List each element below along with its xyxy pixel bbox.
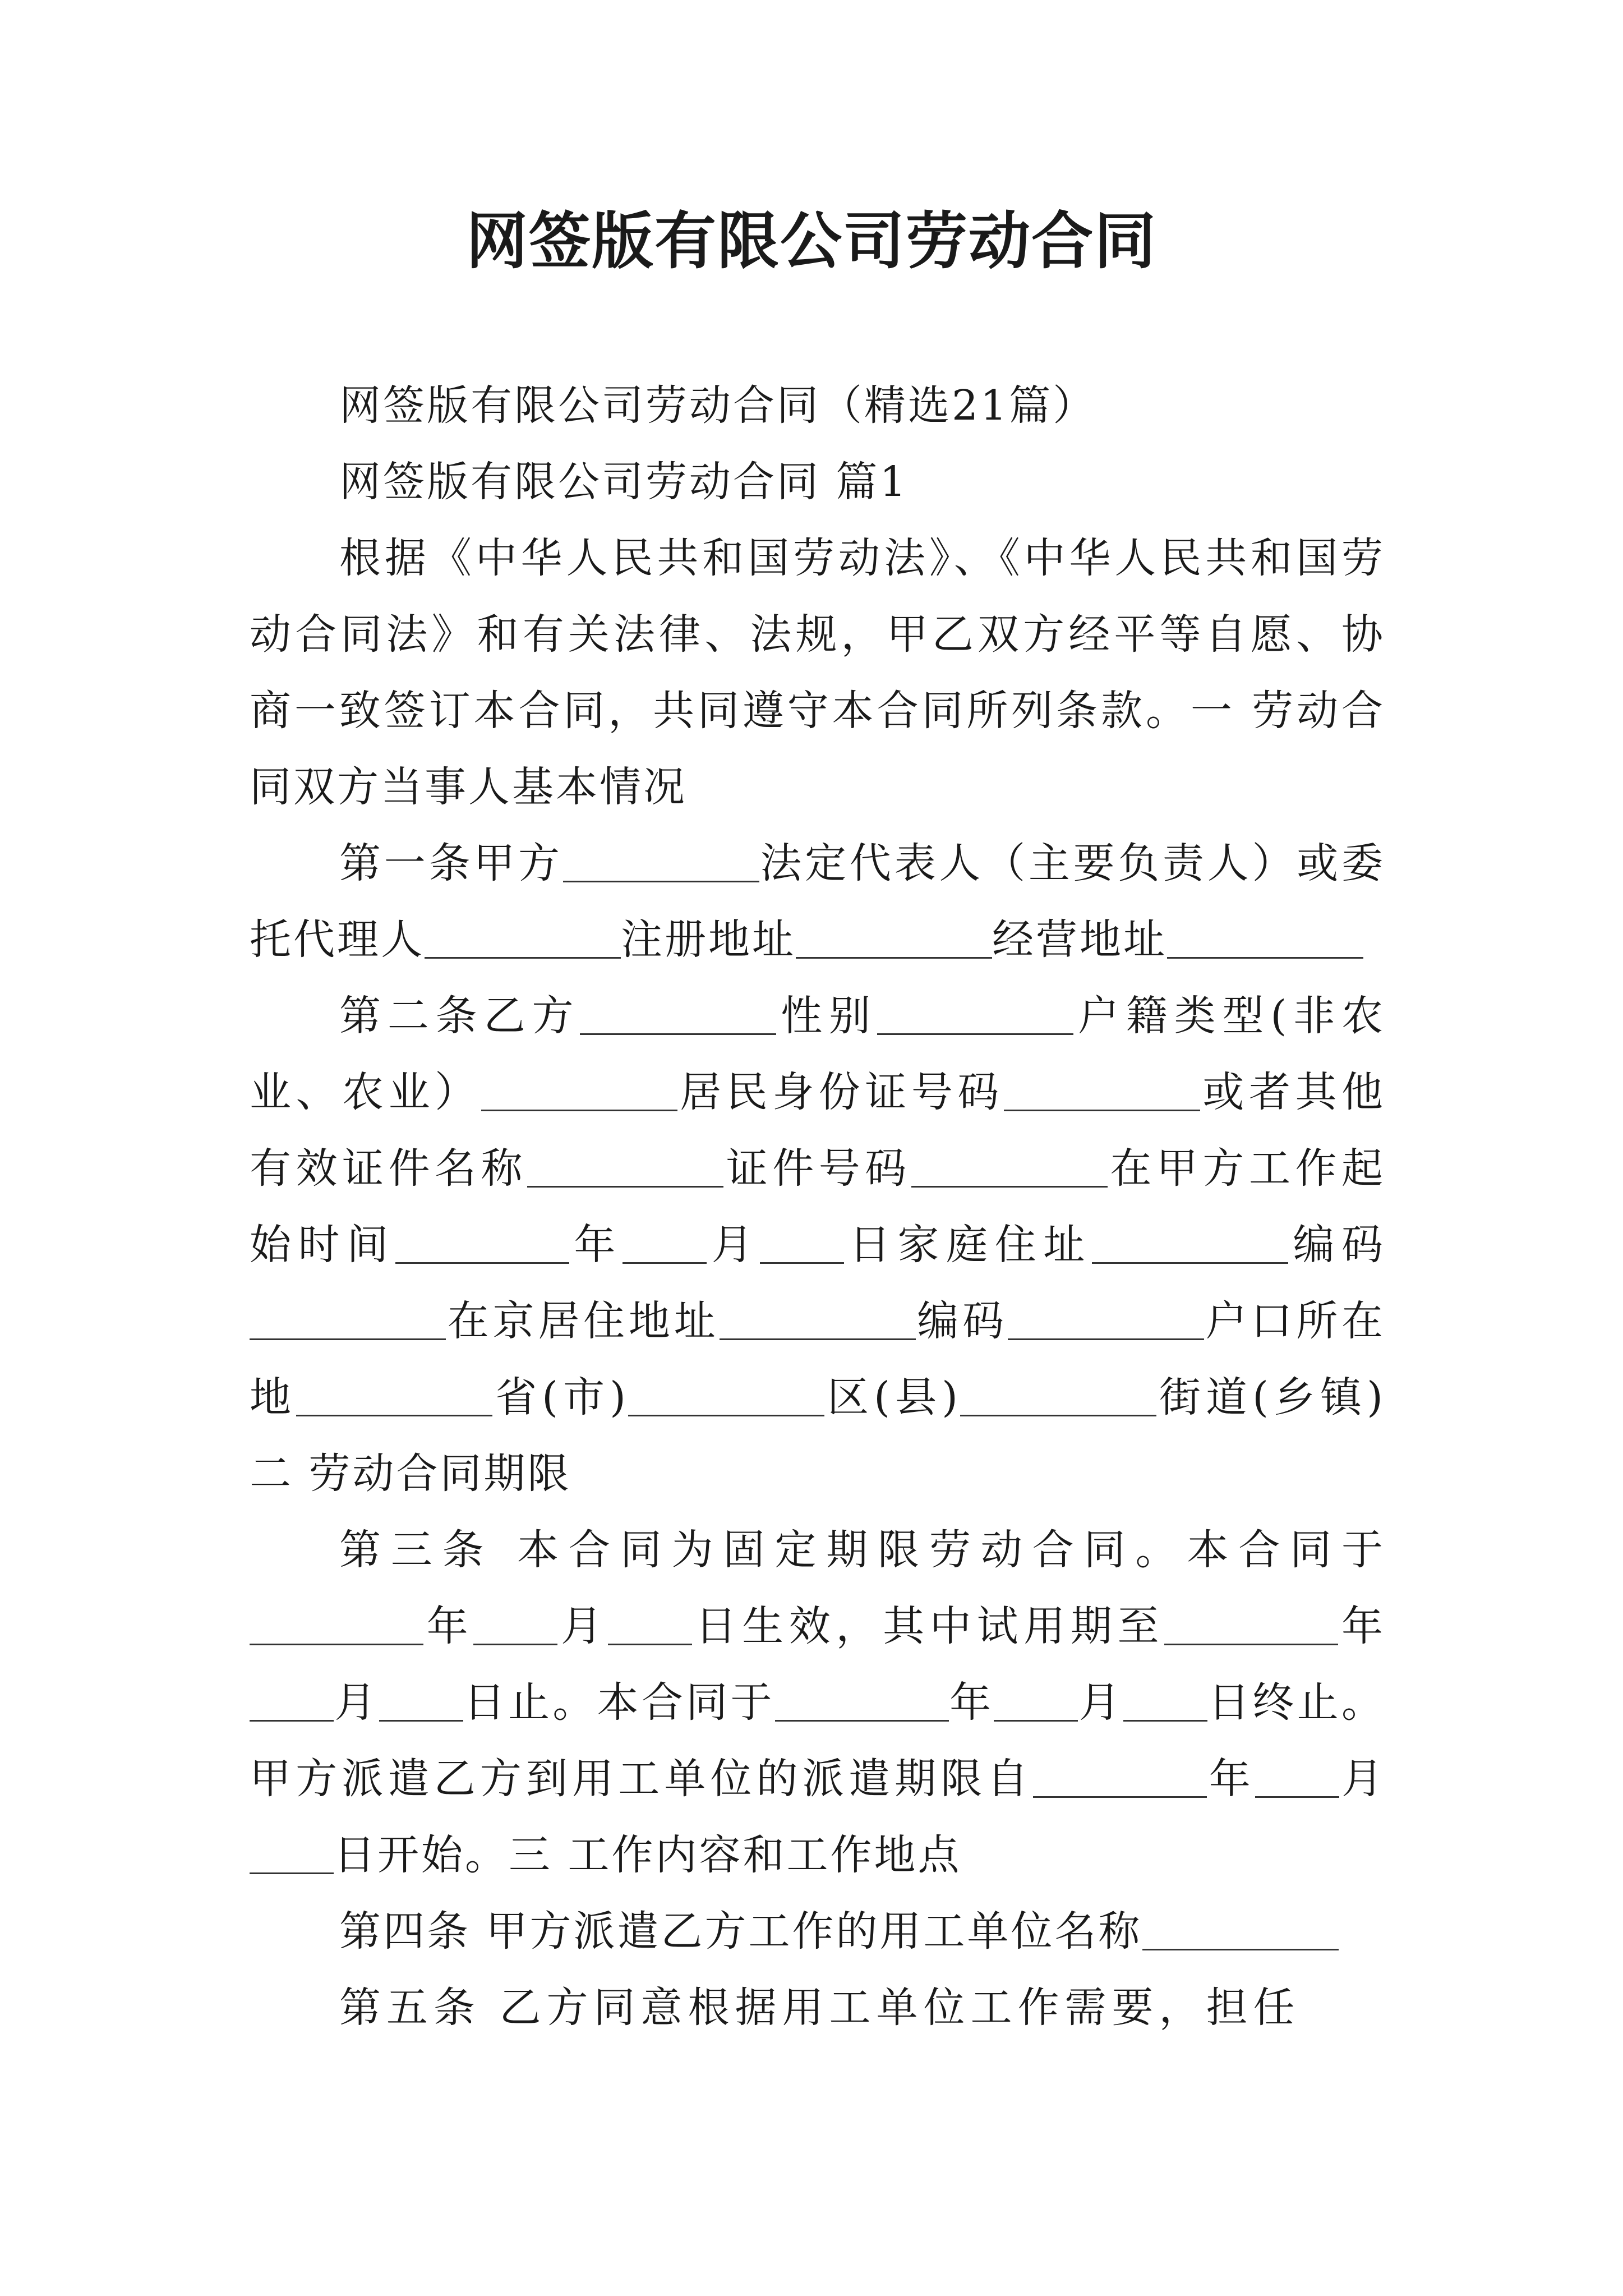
article-3-text: 年 <box>948 1678 994 1727</box>
blank-gender[interactable] <box>877 992 1073 1035</box>
article-3-text: 月 <box>1339 1755 1386 1803</box>
blank-registered-address[interactable] <box>796 915 992 959</box>
blank-home-postcode[interactable] <box>250 1297 446 1340</box>
blank-party-a[interactable] <box>563 839 759 882</box>
article-2-text: 日家庭住址 <box>844 1221 1092 1269</box>
article-1-text: 注册地址 <box>621 915 796 964</box>
blank-effective-month[interactable] <box>473 1602 557 1645</box>
blank-home-address[interactable] <box>1092 1221 1288 1264</box>
blank-probation-year[interactable] <box>1164 1602 1338 1645</box>
article-3-text: 日止。本合同于 <box>463 1678 775 1727</box>
article-2-text: 编码 <box>1288 1221 1386 1269</box>
article-2-text: 在甲方工作起始时间 <box>250 1144 1386 1269</box>
article-3-text: 日生效，其中试用期至 <box>691 1602 1165 1650</box>
blank-end-year[interactable] <box>775 1678 949 1722</box>
paragraph-preamble: 根据《中华人民共和国劳动法》、《中华人民共和国劳动合同法》和有关法律、法规，甲乙双方经平等自愿、协商一致签订本合同，共同遵守本合同所列条款。一 劳动合同双方当事人基本情况 <box>250 534 1385 811</box>
blank-hukou-province[interactable] <box>296 1373 492 1416</box>
article-3-text: 月 <box>557 1602 608 1650</box>
article-1-text: 经营地址 <box>992 915 1167 964</box>
blank-household-type[interactable] <box>481 1068 677 1111</box>
blank-effective-year[interactable] <box>250 1602 423 1645</box>
blank-end-day[interactable] <box>1123 1678 1207 1722</box>
article-2-text: 户籍类型(非农业、农业） <box>250 992 1385 1116</box>
article-2-text: 在京居住地址 <box>446 1297 720 1345</box>
blank-business-address[interactable] <box>1167 915 1363 959</box>
article-3-text: 月 <box>334 1678 379 1727</box>
article-2-text: 省(市) <box>492 1373 629 1421</box>
article-2-text: 户口所在地 <box>250 1297 1386 1421</box>
blank-agent[interactable] <box>425 915 621 959</box>
paragraph-article-2 <box>250 978 1385 1512</box>
article-1-text: 第一条甲方 <box>339 839 563 887</box>
blank-start-year[interactable] <box>395 1221 569 1264</box>
blank-certificate-name[interactable] <box>527 1144 723 1188</box>
article-2-text: 第二条乙方 <box>339 992 580 1040</box>
blank-beijing-postcode[interactable] <box>1008 1297 1204 1340</box>
article-2-text: 或者其他有效证件名称 <box>250 1068 1386 1193</box>
article-3-text: 月 <box>1078 1678 1123 1727</box>
blank-dispatch-year[interactable] <box>1033 1755 1207 1798</box>
article-2-text: 街道(乡镇)二 劳动合同期限 <box>250 1373 1386 1498</box>
blank-end-month[interactable] <box>994 1678 1078 1722</box>
article-3-text: 年 <box>1338 1602 1385 1650</box>
blank-effective-day[interactable] <box>608 1602 692 1645</box>
blank-party-b[interactable] <box>580 992 776 1035</box>
paragraph-article-1 <box>250 825 1385 978</box>
section-heading: 网签版有限公司劳动合同 篇1 <box>339 458 909 506</box>
article-2-text: 月 <box>707 1221 760 1269</box>
article-4-text: 第四条 甲方派遣乙方工作的用工单位名称 <box>339 1907 1142 1955</box>
paragraph-article-3 <box>250 1512 1385 1893</box>
document-body <box>250 367 1385 2046</box>
article-1-text: 法定代表人（主要负责人）或委托代理人 <box>250 839 1386 964</box>
subtitle: 网签版有限公司劳动合同（精选21篇） <box>339 381 1097 430</box>
blank-probation-day[interactable] <box>379 1678 463 1722</box>
article-2-text: 年 <box>569 1221 623 1269</box>
blank-employer-name[interactable] <box>1142 1907 1339 1950</box>
blank-dispatch-day[interactable] <box>250 1831 334 1874</box>
blank-probation-month[interactable] <box>250 1678 334 1722</box>
blank-dispatch-month[interactable] <box>1255 1755 1339 1798</box>
document-title: 网签版有限公司劳动合同 <box>466 205 1157 277</box>
article-3-text: 年 <box>423 1602 474 1650</box>
article-2-text: 性别 <box>776 992 877 1040</box>
paragraph-article-4 <box>250 1893 1385 1970</box>
blank-id-number[interactable] <box>1004 1068 1200 1111</box>
article-2-text: 编码 <box>915 1297 1008 1345</box>
article-3-text: 年 <box>1206 1755 1255 1803</box>
blank-beijing-address[interactable] <box>720 1297 916 1340</box>
article-3-text: 日终止。甲方派遣乙方到用工单位的派遣期限自 <box>250 1678 1386 1803</box>
blank-hukou-district[interactable] <box>628 1373 824 1416</box>
article-3-text: 日开始。三 工作内容和工作地点 <box>334 1831 962 1879</box>
article-2-text: 居民身份证号码 <box>677 1068 1004 1116</box>
paragraph-article-5: 第五条 乙方同意根据用工单位工作需要，担任 <box>339 1984 1301 2032</box>
blank-certificate-number[interactable] <box>911 1144 1108 1188</box>
blank-start-month[interactable] <box>623 1221 707 1264</box>
blank-start-day[interactable] <box>760 1221 844 1264</box>
blank-hukou-street[interactable] <box>960 1373 1156 1416</box>
article-3-text: 第三条 本合同为固定期限劳动合同。本合同于 <box>339 1526 1385 1574</box>
article-2-text: 区(县) <box>824 1373 960 1421</box>
article-2-text: 证件号码 <box>723 1144 911 1193</box>
